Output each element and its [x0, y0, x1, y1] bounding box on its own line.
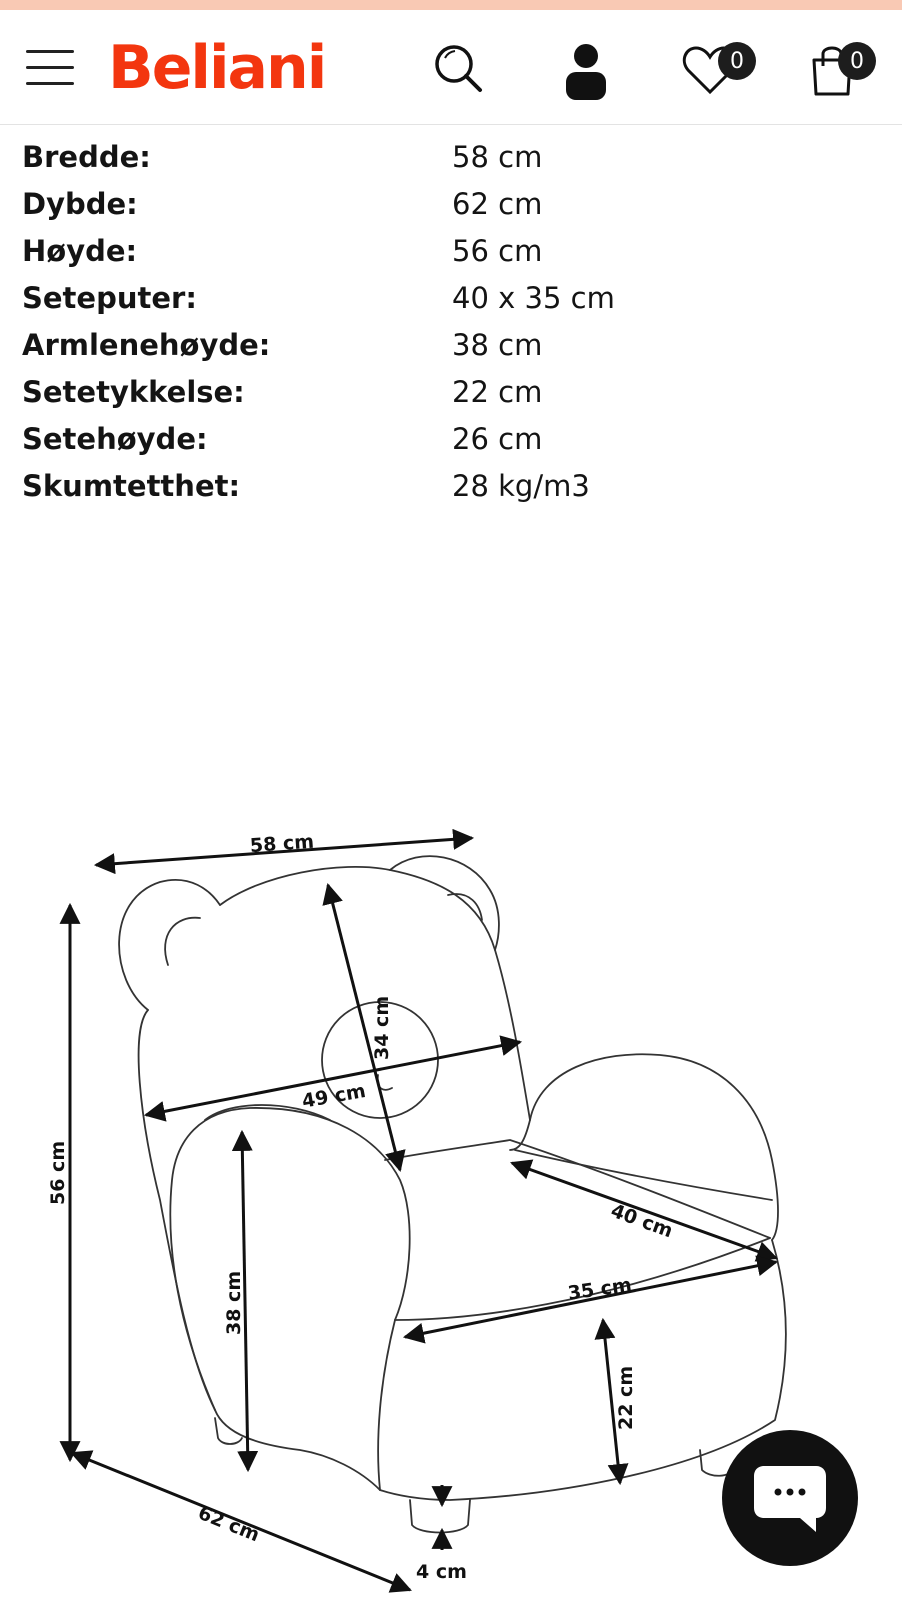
logo-text: Beliani [108, 33, 326, 103]
spec-label: Dybde: [22, 187, 138, 221]
dimension-arrows [70, 838, 776, 1590]
wishlist-count-badge: 0 [718, 42, 756, 80]
spec-label: Setetykkelse: [22, 375, 245, 409]
spec-label: Seteputer: [22, 281, 197, 315]
label-arm-height: 38 cm [223, 1270, 245, 1335]
spec-label: Setehøyde: [22, 422, 208, 456]
spec-label: Skumtetthet: [22, 469, 241, 503]
spec-value: 56 cm [452, 234, 543, 268]
spec-row [22, 228, 882, 275]
spec-value: 22 cm [452, 375, 543, 409]
spec-row [22, 463, 882, 510]
label-inner-width: 49 cm [300, 1079, 368, 1113]
spec-row [22, 369, 882, 416]
top-accent-strip [0, 0, 902, 10]
menu-bar [26, 66, 74, 69]
spec-row [22, 134, 882, 181]
menu-icon[interactable] [22, 44, 78, 92]
chat-button[interactable] [722, 1430, 858, 1566]
label-seat-thickness: 22 cm [615, 1365, 637, 1430]
spec-value: 38 cm [452, 328, 543, 362]
spec-value: 40 x 35 cm [452, 281, 615, 315]
search-icon[interactable] [430, 40, 490, 100]
dimension-labels [47, 831, 676, 1583]
spec-value: 26 cm [452, 422, 543, 456]
chair-outline [119, 856, 786, 1532]
spec-label: Bredde: [22, 140, 151, 174]
label-leg-height: 4 cm [416, 1561, 467, 1583]
label-seat-width: 35 cm [566, 1273, 634, 1305]
spec-row [22, 416, 882, 463]
spec-value: 28 kg/m3 [452, 469, 590, 503]
spec-label: Høyde: [22, 234, 138, 268]
spec-value: 58 cm [452, 140, 543, 174]
spec-row [22, 322, 882, 369]
site-header [0, 10, 902, 125]
spec-label: Armlenehøyde: [22, 328, 271, 362]
user-icon[interactable] [556, 40, 616, 100]
label-top-width: 58 cm [249, 830, 315, 858]
spec-row [22, 181, 882, 228]
label-back-height: 34 cm [371, 995, 393, 1060]
label-total-height: 56 cm [47, 1140, 69, 1205]
spec-value: 62 cm [452, 187, 543, 221]
label-depth: 62 cm [194, 1501, 263, 1547]
dimension-specs-list [22, 134, 882, 510]
menu-bar [26, 50, 74, 53]
chat-bubble-icon [750, 1462, 830, 1534]
beliani-logo[interactable] [108, 28, 325, 108]
menu-bar [26, 82, 74, 85]
label-seat-depth: 40 cm [607, 1199, 676, 1243]
spec-row [22, 275, 882, 322]
cart-count-badge: 0 [838, 42, 876, 80]
